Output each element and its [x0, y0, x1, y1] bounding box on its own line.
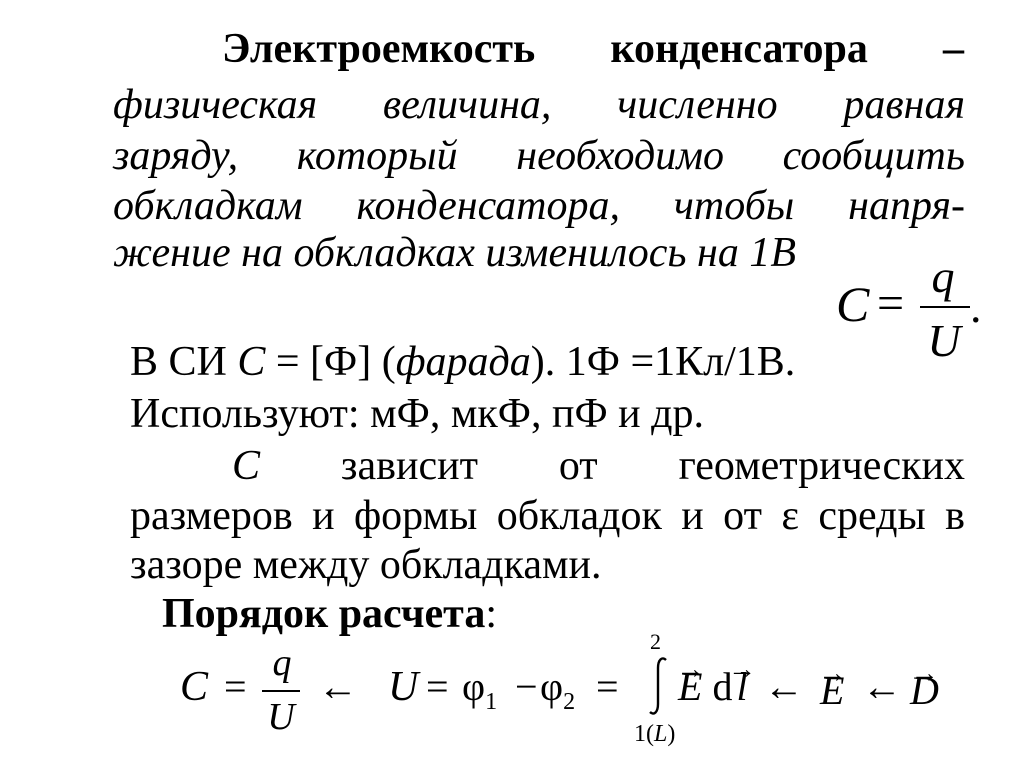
- chain-minus: −: [515, 664, 538, 709]
- dash: –: [943, 26, 964, 72]
- arrow-left-icon: ←: [318, 664, 358, 709]
- word: который: [296, 133, 458, 179]
- term-capacitance: Электроемкость: [222, 26, 536, 72]
- vector-l: → l: [736, 664, 747, 710]
- subscript: 2: [563, 689, 576, 715]
- si-mid: = [Ф] (: [265, 339, 396, 385]
- vector-e: → E: [678, 664, 702, 710]
- chain-equals-3: =: [596, 664, 619, 709]
- si-farad: фарада: [395, 339, 531, 385]
- term-capacitor: конденсатора: [610, 26, 868, 72]
- phi-symbol: φ: [540, 664, 564, 709]
- word: размеров: [130, 493, 293, 539]
- word: среды: [818, 493, 926, 539]
- word: формы: [353, 493, 478, 539]
- chain-equals-2: =: [426, 664, 449, 709]
- dependence-line-1: [232, 441, 965, 491]
- word: геометрических: [678, 443, 965, 489]
- arrow-left-icon: ←: [764, 664, 804, 709]
- lower-limit-number: 1: [634, 721, 646, 747]
- word: зависит: [340, 443, 478, 489]
- vector-d: → D: [910, 668, 939, 714]
- chain-q: q: [272, 642, 292, 684]
- word: и: [312, 493, 335, 539]
- procedure-heading: [162, 589, 497, 639]
- word: обкладок: [496, 493, 662, 539]
- chain-c: C: [180, 664, 209, 710]
- word: от: [723, 493, 762, 539]
- word: от: [558, 443, 598, 489]
- chain-equals-1: =: [224, 664, 247, 709]
- word: величина,: [382, 82, 552, 128]
- units-line: Используют: мФ, мкФ, пФ и др.: [130, 391, 704, 437]
- dependence-line-2: [130, 491, 965, 541]
- formula-denominator-u: U: [927, 315, 961, 366]
- fraction-bar: [920, 306, 970, 308]
- word: напря-: [848, 183, 965, 229]
- integral-upper-limit: 2: [650, 629, 661, 654]
- word: равная: [843, 82, 965, 128]
- chain-phi2: [540, 664, 575, 725]
- formula-c: C: [836, 276, 870, 332]
- formula-equals: =: [877, 277, 905, 330]
- dependence-line-3: зазоре между обкладками.: [130, 542, 602, 588]
- subscript: 1: [485, 689, 498, 715]
- si-line: [130, 337, 795, 387]
- lower-limit-l: L: [654, 721, 668, 747]
- integrand: [678, 664, 748, 710]
- procedure-colon: :: [485, 591, 497, 637]
- word: заряду,: [113, 133, 239, 179]
- word: в: [945, 493, 965, 539]
- word: физическая: [113, 82, 318, 128]
- word: численно: [617, 82, 778, 128]
- chain-d-vector: [910, 668, 939, 714]
- formula-period: .: [970, 281, 982, 332]
- c-symbol: C: [232, 443, 261, 489]
- differential-d: d: [712, 664, 733, 709]
- procedure-title: Порядок расчета: [162, 591, 486, 637]
- epsilon-symbol: ε: [781, 493, 799, 539]
- definition-line-3: [113, 131, 965, 181]
- phi-symbol: φ: [462, 664, 486, 709]
- chain-fraction-bar: [262, 690, 300, 692]
- word: обкладкам: [113, 183, 303, 229]
- chain-u: U: [388, 664, 419, 710]
- integral-sign-icon: [644, 654, 674, 718]
- definition-line-4: [113, 181, 965, 231]
- si-post: ). 1Ф =1Кл/1В.: [530, 339, 796, 385]
- word: сообщить: [782, 133, 965, 179]
- si-prefix: В СИ: [130, 339, 238, 385]
- definition-line-2: [113, 80, 965, 130]
- si-c-symbol: C: [237, 339, 266, 385]
- vector-e: → E: [820, 668, 844, 714]
- word: необходимо: [516, 133, 724, 179]
- chain-phi1: [462, 664, 497, 725]
- chain-e-vector: [820, 668, 844, 714]
- definition-line-5: жение на обкладках изменилось на 1В: [113, 230, 797, 276]
- formula-numerator-q: q: [931, 251, 955, 302]
- word: и: [681, 493, 704, 539]
- integral-lower-limit: 1(L): [634, 721, 676, 747]
- arrow-left-icon: ←: [862, 664, 902, 709]
- chain-u-denominator: U: [267, 696, 295, 738]
- definition-line-1: [222, 24, 964, 74]
- word: чтобы: [673, 183, 795, 229]
- word: конденсатора,: [356, 183, 620, 229]
